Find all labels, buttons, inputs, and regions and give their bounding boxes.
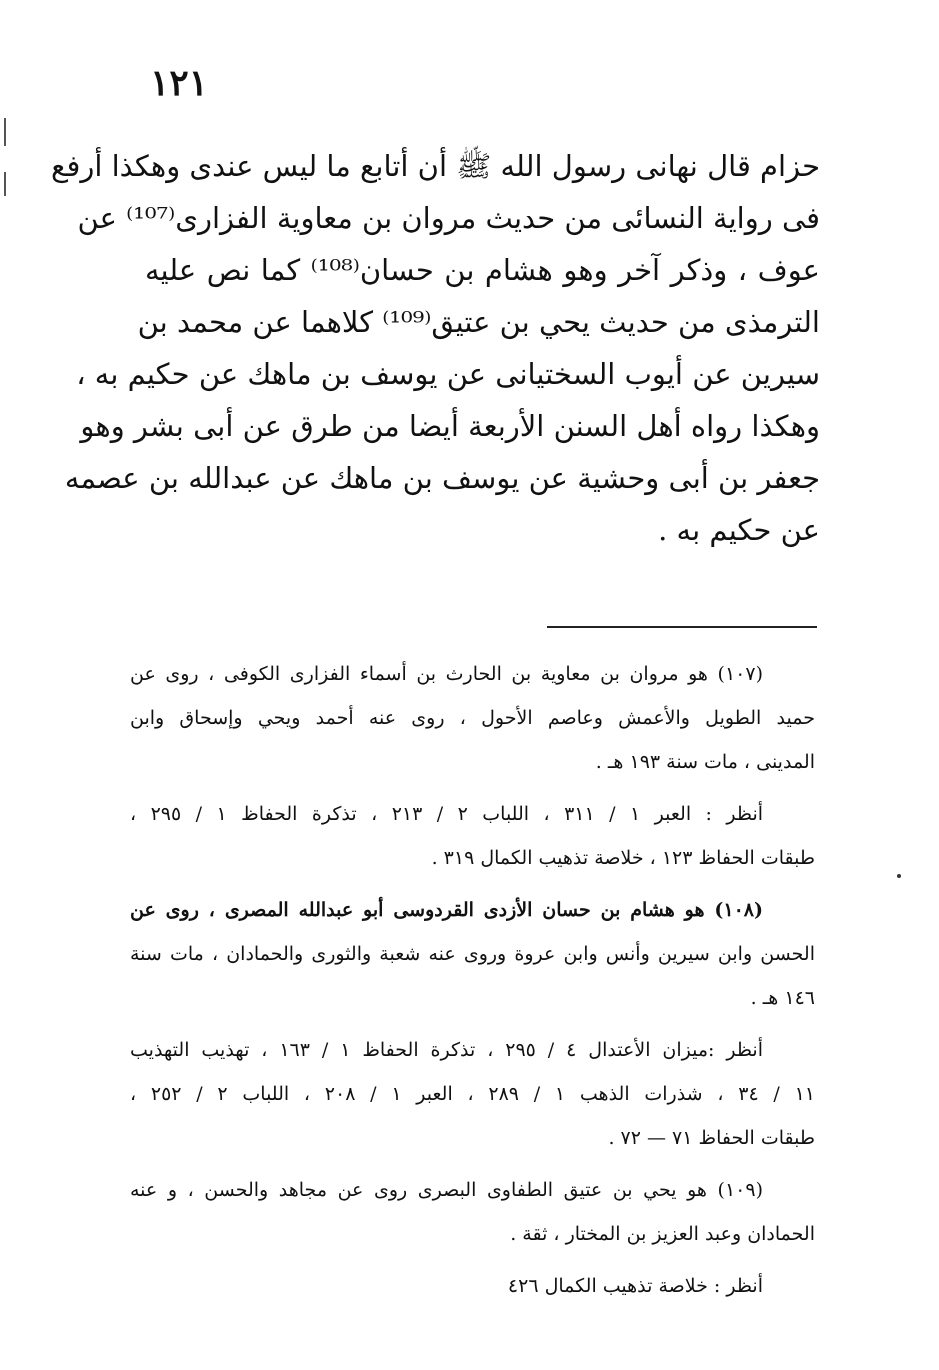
main-text-line: جعفر بن أبى وحشية عن يوسف بن ماهك عن عبدالله بن عصمه (64, 461, 820, 495)
main-text-line: عوف ، وذكر آخر وهو هشام بن حسان⁽¹⁰⁸⁾ كما نص عليه (145, 253, 820, 287)
left-margin-mark-bottom (4, 172, 6, 196)
footnote-line: ١٤٦ هـ . (750, 987, 815, 1009)
footnote-line: الحسن وابن سيرين وأنس وابن عروة وروى عنه شعبة والثورى والحمادان ، مات سنة (130, 943, 815, 965)
footnote-108-references (130, 1028, 815, 1160)
main-text-line: حزام قال نهانى رسول الله ﷺ أن أتابع ما ليس عندى وهكذا أرفع (51, 149, 820, 183)
footnote-108 (130, 888, 815, 1020)
footnote-line: حميد الطويل والأعمش وعاصم الأحول ، روى عنه أحمد ويحي وإسحاق وابن (130, 707, 815, 729)
footnotes (130, 652, 815, 1316)
scan-dot (897, 874, 901, 878)
footnote-line: أنظر :ميزان الأعتدال ٤ / ٢٩٥ ، تذكرة الحفاظ ١ / ١٦٣ ، تهذيب التهذيب (130, 1039, 763, 1061)
main-text-line: وهكذا رواه أهل السنن الأربعة أيضا من طرق عن أبى بشر وهو (80, 409, 820, 443)
footnote-line: طبقات الحفاظ ١٢٣ ، خلاصة تذهيب الكمال ٣١٩ . (431, 847, 815, 869)
footnote-107 (130, 652, 815, 784)
page-number: ١٢١ (150, 62, 209, 104)
footnote-line: (١٠٨) هو هشام بن حسان الأزدى القردوسى أبو عبدالله المصرى ، روى عن (130, 899, 763, 921)
footnote-109-references (130, 1264, 815, 1308)
footnote-line: (١٠٩) هو يحي بن عتيق الطفاوى البصرى روى عن مجاهد والحسن ، و عنه (130, 1179, 763, 1201)
main-text-line: الترمذى من حديث يحي بن عتيق⁽¹⁰⁹⁾ كلاهما عن محمد بن (137, 305, 820, 339)
footnote-separator (547, 626, 817, 628)
footnote-line: (١٠٧) هو مروان بن معاوية بن الحارث بن أسماء الفزارى الكوفى ، روى عن (130, 663, 763, 685)
footnote-107-references (130, 792, 815, 880)
main-text-line: فى رواية النسائى من حديث مروان بن معاوية الفزارى⁽¹⁰⁷⁾ عن (77, 201, 820, 235)
footnote-line: ١١ / ٣٤ ، شذرات الذهب ١ / ٢٨٩ ، العبر ١ / ٢٠٨ ، اللباب ٢ / ٢٥٢ ، (130, 1083, 815, 1105)
main-text (51, 140, 820, 556)
footnote-line: أنظر : العبر ١ / ٣١١ ، اللباب ٢ / ٢١٣ ، تذكرة الحفاظ ١ / ٢٩٥ ، (130, 803, 764, 825)
footnote-line: الحمادان وعبد العزيز بن المختار ، ثقة . (510, 1223, 815, 1245)
main-text-line: عن حكيم به . (658, 513, 820, 547)
left-margin-mark-top (4, 118, 6, 146)
footnote-line: أنظر : خلاصة تذهيب الكمال ٤٢٦ (507, 1275, 763, 1297)
footnote-109 (130, 1168, 815, 1256)
footnote-line: المدينى ، مات سنة ١٩٣ هـ . (595, 751, 815, 773)
main-text-line: سيرين عن أيوب السختيانى عن يوسف بن ماهك عن حكيم به ، (76, 357, 820, 391)
footnote-line: طبقات الحفاظ ٧١ — ٧٢ . (608, 1127, 815, 1149)
